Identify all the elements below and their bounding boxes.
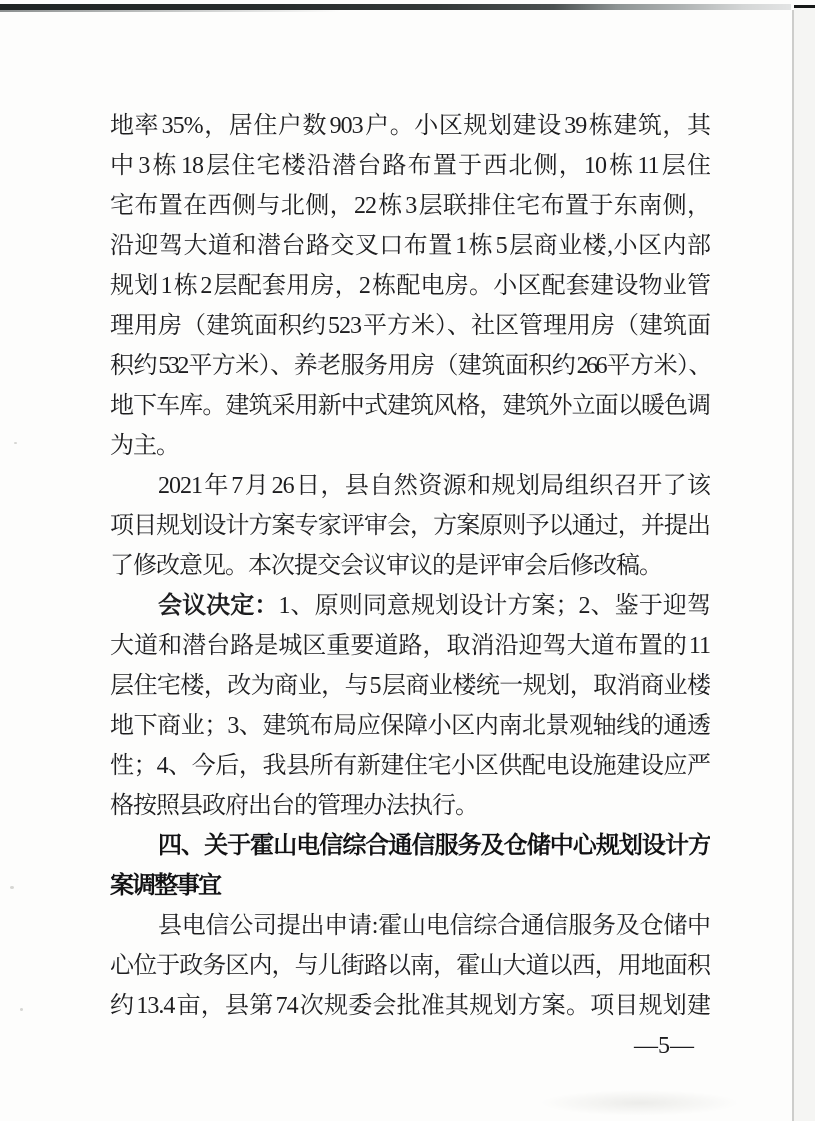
text-line: 项目规划设计方案专家评审会，方案原则予以通过，并提出: [110, 513, 710, 539]
text-line: 心位于政务区内，与儿街路以南，霍山大道以西，用地面积: [110, 953, 710, 979]
text-line: 了修改意见。本次提交会议审议的是评审会后修改稿。: [110, 553, 662, 579]
page-number: —5—: [634, 1033, 694, 1059]
scan-smudge: [540, 1090, 740, 1116]
scan-top-edge-shadow: [0, 10, 340, 12]
text-line: 2021 年 7 月 26 日，县自然资源和规划局组织召开了该: [158, 473, 710, 499]
text-line: 沿迎驾大道和潜台路交叉口布置 1 栋 5 层商业楼,小区内部: [110, 233, 710, 259]
text-line: 宅布置在西侧与北侧，22 栋 3 层联排住宅布置于东南侧，: [110, 193, 710, 219]
text-line: 地下车库。建筑采用新中式建筑风格，建筑外立面以暖色调: [110, 393, 710, 419]
paper-speck: [20, 1008, 23, 1011]
text-line: 性；4、今后，我县所有新建住宅小区供配电设施建设应严: [110, 753, 710, 779]
text-line: 格按照县政府出台的管理办法执行。: [110, 793, 478, 819]
scan-right-margin: [794, 8, 815, 1121]
scan-right-edge: [792, 10, 794, 1121]
text-line: [110, 586, 710, 626]
text-line: 为主。: [110, 433, 179, 459]
paper-speck: [14, 442, 17, 444]
text-line: 地率 35%，居住户数 903 户。小区规划建设 39 栋建筑，其: [110, 113, 710, 139]
text-line: 约 13.4 亩，县第 74 次规委会批准其规划方案。项目规划建: [110, 993, 710, 1019]
text-line: 层住宅楼，改为商业，与 5 层商业楼统一规划，取消商业楼: [110, 673, 710, 699]
text-line-rest: 1、原则同意规划设计方案；2、鉴于迎驾: [278, 593, 710, 619]
text-line: 地下商业；3、建筑布局应保障小区内南北景观轴线的通透: [110, 713, 710, 739]
heading-line: 四、关于霍山电信综合通信服务及仓储中心规划设计方: [158, 832, 710, 859]
text-line: 大道和潜台路是城区重要道路，取消沿迎驾大道布置的 11: [110, 633, 710, 659]
text-line: 规划 1 栋 2 层配套用房，2 栋配电房。小区配套建设物业管: [110, 273, 710, 299]
text-line: 积约 532 平方米）、养老服务用房（建筑面积约 266 平方米）、: [110, 353, 710, 379]
bold-lead: 会议决定：: [158, 593, 279, 619]
text-line: 中 3 栋 18 层住宅楼沿潜台路布置于西北侧，10 栋 11 层住: [110, 153, 710, 179]
document-content: [110, 106, 710, 1066]
text-line: 县电信公司提出申请:霍山电信综合通信服务及仓储中: [158, 913, 710, 939]
heading-line: 案调整事宜: [110, 872, 220, 899]
text-line: 理用房（建筑面积约 523 平方米）、社区管理用房（建筑面: [110, 313, 710, 339]
paper-speck: [10, 886, 14, 889]
